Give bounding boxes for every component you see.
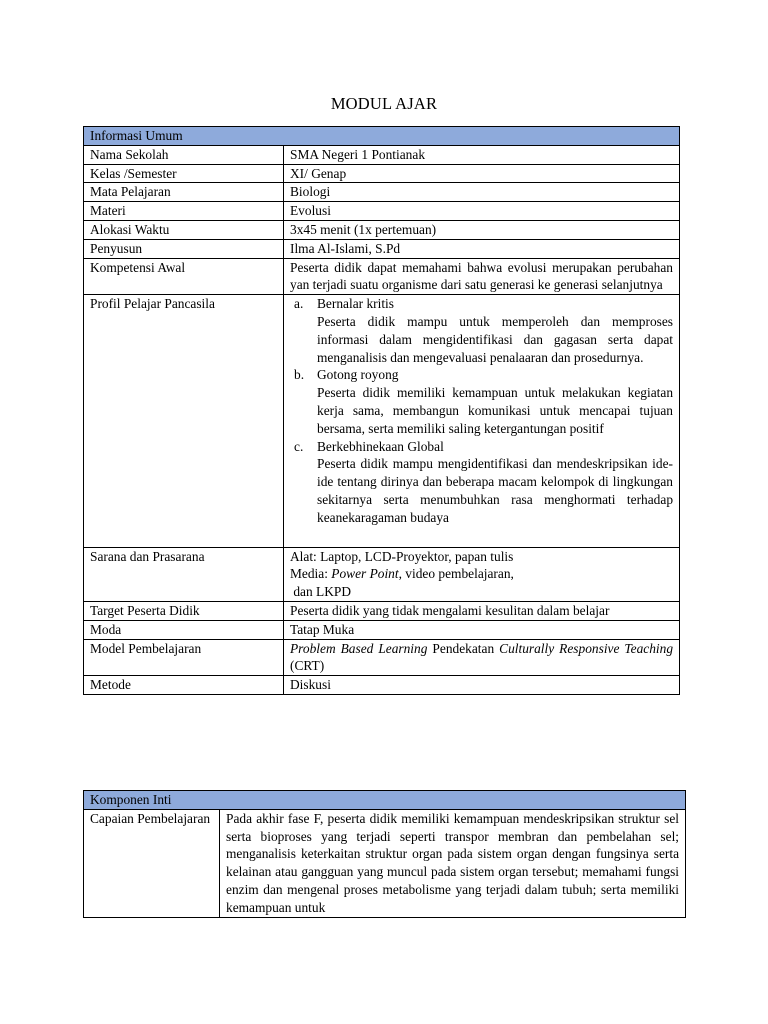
row-label: Sarana dan Prasarana [84,547,284,601]
section-header: Komponen Inti [84,791,686,810]
row-label: Mata Pelajaran [84,183,284,202]
table-row [84,601,680,620]
media-rest: , video pembelajaran, [398,566,514,582]
table-row-sarana [84,547,680,601]
profil-list-cell [284,295,680,547]
list-item [290,295,673,366]
row-label: Capaian Pembelajaran [84,809,220,917]
list-marker: c. [294,438,304,454]
row-label: Alokasi Waktu [84,220,284,239]
table-row [84,164,680,183]
row-label: Kompetensi Awal [84,258,284,295]
row-value: Tatap Muka [284,620,680,639]
sarana-alat: Alat: Laptop, LCD-Proyektor, papan tulis [290,548,514,564]
model-italic-1: Problem Based Learning [290,640,428,656]
row-value: Ilma Al-Islami, S.Pd [284,239,680,258]
table-row [84,258,680,295]
row-value: Diskusi [284,676,680,695]
row-label: Profil Pelajar Pancasila [84,295,284,547]
table-row [84,202,680,221]
model-italic-2: Culturally Responsive Teaching [499,640,674,656]
section-header: Informasi Umum [84,127,680,146]
list-item [290,438,673,527]
row-label: Materi [84,202,284,221]
informasi-umum-table [83,126,680,695]
row-value: Peserta didik yang tidak mengalami kesulitan dalam belajar [284,601,680,620]
table-header-row [84,791,686,810]
row-value: Peserta didik dapat memahami bahwa evolusi merupakan perubahan yan terjadi suatu organisme dari satu generasi ke generasi selanjutnya [284,258,680,295]
list-item-desc: Peserta didik mampu mengidentifikasi dan mendeskripsikan ide-ide tentang dirinya dan beberapa macam kelompok di lingkungan sekitarnya serta menumbuhkan rasa menghormati terhadap keanekaragaman budaya [317,456,674,525]
row-value: Evolusi [284,202,680,221]
row-value: Pada akhir fase F, peserta didik memiliki kemampuan mendeskripsikan struktur sel serta bioproses yang terjadi seperti transpor membran dan pembelahan sel; menganalisis keterkaitan struktur organ pada sistem organ dengan fungsinya serta kelainan atau gangguan yang muncul pada sistem organ tersebut; memahami fungsi enzim dan mengenal proses metabolisme yang terjadi dalam tubuh; serta memiliki kemampuan untuk [220,809,686,917]
row-label: Kelas /Semester [84,164,284,183]
row-value: 3x45 menit (1x pertemuan) [284,220,680,239]
model-end: (CRT) [290,658,325,674]
row-label: Nama Sekolah [84,145,284,164]
table-row [84,809,686,917]
row-value: XI/ Genap [284,164,680,183]
komponen-inti-table [83,790,686,918]
row-label: Metode [84,676,284,695]
sarana-media [290,565,673,583]
page-title: MODUL AJAR [330,94,438,113]
row-value [284,547,680,601]
profil-list [290,295,673,526]
table-row [84,220,680,239]
row-label: Target Peserta Didik [84,601,284,620]
table-row [84,639,680,676]
sarana-lkpd: dan LKPD [290,584,351,600]
row-label: Moda [84,620,284,639]
row-value: SMA Negeri 1 Pontianak [284,145,680,164]
list-item-title: Bernalar kritis [317,296,394,312]
table-header-row [84,127,680,146]
model-mid: Pendekatan [427,640,500,656]
table-row [84,145,680,164]
list-item-title: Gotong royong [317,367,399,383]
list-item-title: Berkebhinekaan Global [317,438,444,454]
media-prefix: Media: [290,566,332,582]
list-item [290,366,673,437]
list-item-desc: Peserta didik memiliki kemampuan untuk melakukan kegiatan kerja sama, membangun komunikasi untuk mencapai tujuan bersama, serta memiliki saling ketergantungan positif [317,385,674,436]
table-row [84,183,680,202]
table-row-profil [84,295,680,547]
list-item-desc: Peserta didik mampu untuk memperoleh dan memproses informasi dalam mengidentifikasi dan gagasan serta dapat menganalisis dan mengevaluasi penalaaran dan prosedurnya. [317,313,674,365]
table-row [84,620,680,639]
row-value [284,639,680,676]
table-row [84,239,680,258]
row-value: Biologi [284,183,680,202]
row-label: Penyusun [84,239,284,258]
list-marker: b. [294,367,305,383]
list-marker: a. [294,296,304,312]
spacer [290,527,673,547]
table-row [84,676,680,695]
row-label: Model Pembelajaran [84,639,284,676]
media-italic: Power Point [331,566,399,582]
